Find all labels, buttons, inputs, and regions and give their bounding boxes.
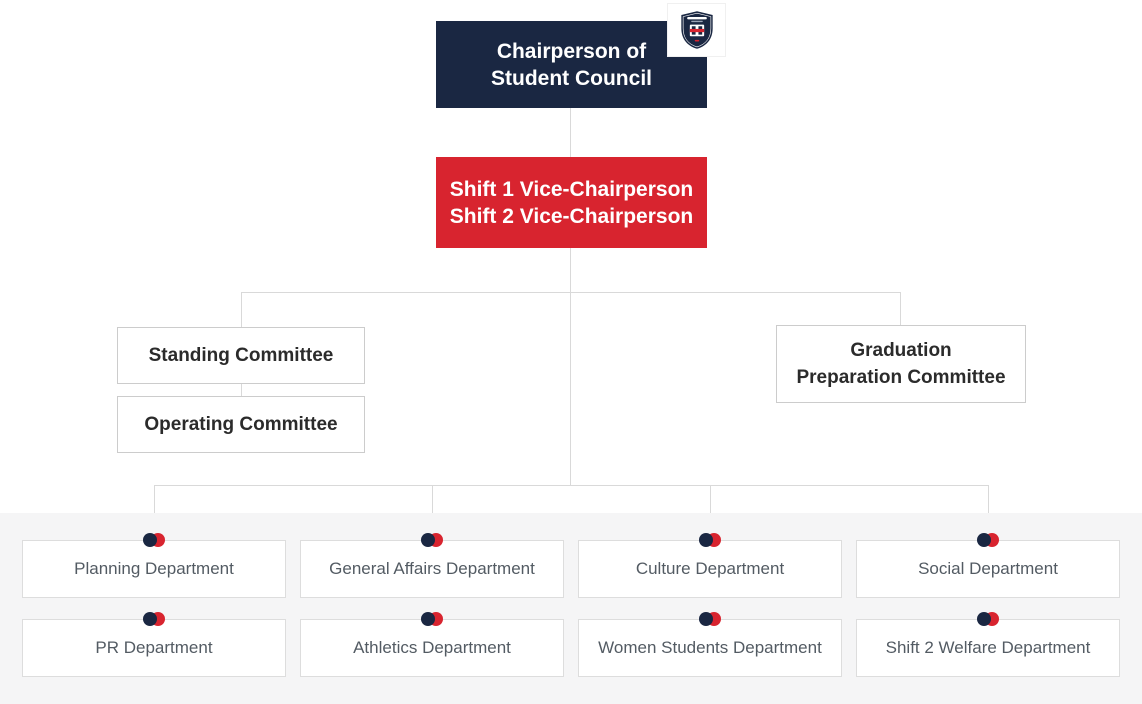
connector-line bbox=[988, 485, 989, 513]
overlap-circles-icon bbox=[977, 533, 999, 548]
connector-line bbox=[900, 292, 901, 325]
node-label-line: Graduation bbox=[850, 340, 952, 361]
node-department-social bbox=[856, 540, 1120, 598]
node-label: Social Department bbox=[918, 559, 1058, 578]
university-crest-logo bbox=[667, 3, 726, 57]
overlap-circles-icon bbox=[421, 612, 443, 627]
node-label-line: Shift 1 Vice-Chairperson bbox=[449, 177, 694, 201]
node-label: General Affairs Department bbox=[329, 559, 535, 578]
node-department-pr bbox=[22, 619, 286, 677]
node-label: Culture Department bbox=[635, 559, 785, 578]
node-department-women-students bbox=[578, 619, 842, 677]
node-department-general-affairs bbox=[300, 540, 564, 598]
node-label: Standing Committee bbox=[148, 345, 334, 366]
connector-line bbox=[241, 292, 242, 327]
connector-line bbox=[710, 485, 711, 513]
node-label-line: Preparation Committee bbox=[796, 367, 1006, 388]
connector-line bbox=[154, 485, 155, 513]
node-department-culture bbox=[578, 540, 842, 598]
connector-line bbox=[432, 485, 433, 513]
node-graduation-committee bbox=[776, 325, 1026, 403]
connector-line bbox=[154, 485, 988, 486]
node-label: Women Students Department bbox=[598, 638, 822, 657]
connector-line bbox=[241, 292, 901, 293]
overlap-circles-icon bbox=[699, 612, 721, 627]
overlap-circles-icon bbox=[421, 533, 443, 548]
university-crest-icon bbox=[680, 10, 714, 50]
connector-line bbox=[241, 384, 242, 396]
overlap-circles-icon bbox=[977, 612, 999, 627]
node-label: Athletics Department bbox=[353, 638, 511, 657]
node-standing-committee bbox=[117, 327, 365, 384]
node-label-line: Student Council bbox=[491, 66, 652, 90]
node-department-shift2-welfare bbox=[856, 619, 1120, 677]
node-label-line: Shift 2 Vice-Chairperson bbox=[449, 204, 694, 228]
node-department-planning bbox=[22, 540, 286, 598]
overlap-circles-icon bbox=[143, 533, 165, 548]
node-label-line: Chairperson of bbox=[496, 39, 647, 63]
node-label: Operating Committee bbox=[144, 414, 338, 435]
node-label: Shift 2 Welfare Department bbox=[885, 638, 1091, 657]
node-label: Planning Department bbox=[74, 559, 234, 578]
node-operating-committee bbox=[117, 396, 365, 453]
overlap-circles-icon bbox=[699, 533, 721, 548]
overlap-circles-icon bbox=[143, 612, 165, 627]
node-label: PR Department bbox=[95, 638, 213, 657]
node-vice-chairperson bbox=[436, 157, 707, 248]
connector-line bbox=[570, 248, 571, 485]
connector-line bbox=[570, 108, 571, 157]
node-department-athletics bbox=[300, 619, 564, 677]
